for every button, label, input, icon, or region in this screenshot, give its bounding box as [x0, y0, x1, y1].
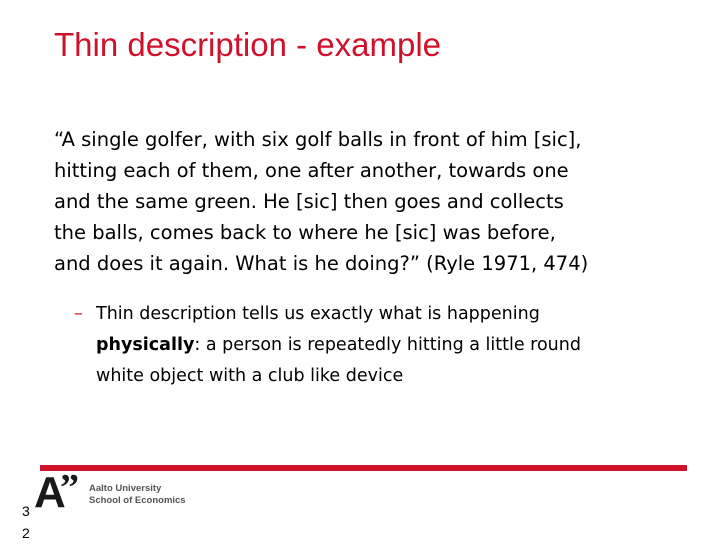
- logo-university: Aalto University: [89, 483, 162, 494]
- page-number-digit: 3: [22, 503, 30, 519]
- quote-line: “A single golfer, with six golf balls in front of him [sic],: [54, 128, 582, 151]
- slide-title: Thin description - example: [54, 26, 442, 63]
- aalto-logo-text: [89, 483, 186, 507]
- sub-bullet-line: white object with a club like device: [96, 366, 404, 386]
- footer-divider: [40, 465, 687, 471]
- sub-bullet-text: : a person is repeatedly hitting a little round: [194, 335, 581, 355]
- quote-line: hitting each of them, one after another, towards one: [54, 159, 569, 182]
- logo-school: School of Economics: [89, 495, 186, 506]
- sub-bullet-line: [96, 330, 696, 361]
- quote-line: the balls, comes back to where he [sic] was before,: [54, 221, 556, 244]
- quote-block: [54, 124, 684, 279]
- quote-line: and the same green. He [sic] then goes and collects: [54, 190, 564, 213]
- sub-bullet-line: Thin description tells us exactly what is happening: [96, 304, 540, 324]
- sub-bullet: [96, 299, 696, 392]
- aalto-logo-mark: A: [34, 468, 66, 517]
- emphasis-word: physically: [96, 335, 195, 355]
- aalto-logo-quote: ”: [60, 467, 79, 509]
- page-number-digit: 2: [22, 525, 30, 541]
- quote-line: and does it again. What is he doing?” (Ryle 1971, 474): [54, 252, 589, 275]
- sub-bullet-marker: –: [74, 304, 83, 324]
- page-number: [22, 500, 30, 544]
